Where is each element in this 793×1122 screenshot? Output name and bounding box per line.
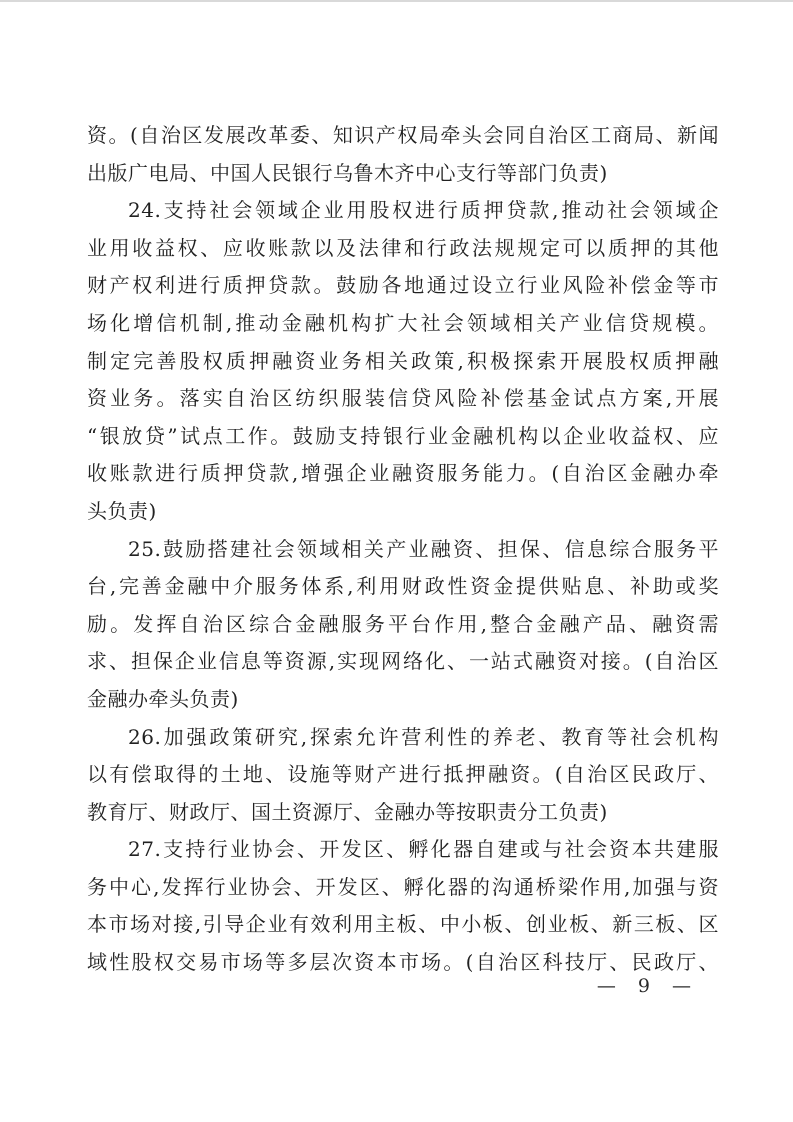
text-line: 求、担保企业信息等资源,实现网络化、一站式融资对接。(自治区 — [87, 649, 719, 674]
scan-edge-line — [0, 0, 793, 2]
text-line: “银放贷”试点工作。鼓励支持银行业金融机构以企业收益权、应 — [87, 423, 719, 448]
text-line: 台,完善金融中介服务体系,利用财政性资金提供贴息、补助或奖 — [87, 574, 719, 599]
page-number: — 9 — — [596, 975, 693, 997]
text-line: 25.鼓励搭建社会领域相关产业融资、担保、信息综合服务平 — [128, 536, 719, 561]
text-line: 教育厅、财政厅、国土资源厅、金融办等按职责分工负责) — [87, 799, 608, 824]
text-line: 域性股权交易市场等多层次资本市场。(自治区科技厅、民政厅、 — [87, 950, 719, 975]
text-line: 以有偿取得的土地、设施等财产进行抵押融资。(自治区民政厅、 — [87, 762, 719, 787]
text-line: 27.支持行业协会、开发区、孵化器自建或与社会资本共建服 — [128, 837, 719, 862]
text-line: 出版广电局、中国人民银行乌鲁木齐中心支行等部门负责) — [87, 160, 608, 185]
text-line: 26.加强政策研究,探索允许营利性的养老、教育等社会机构 — [128, 724, 719, 749]
text-block — [87, 117, 719, 982]
text-line: 业用收益权、应收账款以及法律和行政法规规定可以质押的其他 — [87, 235, 719, 260]
text-line: 24.支持社会领域企业用股权进行质押贷款,推动社会领域企 — [128, 198, 719, 223]
text-line: 收账款进行质押贷款,增强企业融资服务能力。(自治区金融办牵 — [87, 461, 719, 486]
text-line: 金融办牵头负责) — [87, 686, 239, 711]
text-line: 资业务。落实自治区纺织服装信贷风险补偿基金试点方案,开展 — [87, 386, 719, 411]
text-line: 场化增信机制,推动金融机构扩大社会领域相关产业信贷规模。 — [87, 310, 719, 335]
text-line: 励。发挥自治区综合金融服务平台作用,整合金融产品、融资需 — [87, 611, 719, 636]
text-line: 资。(自治区发展改革委、知识产权局牵头会同自治区工商局、新闻 — [87, 123, 719, 147]
text-line: 务中心,发挥行业协会、开发区、孵化器的沟通桥梁作用,加强与资 — [87, 874, 719, 899]
text-line: 头负责) — [87, 498, 157, 523]
text-line: 本市场对接,引导企业有效利用主板、中小板、创业板、新三板、区 — [87, 912, 719, 937]
text-line: 财产权利进行质押贷款。鼓励各地通过设立行业风险补偿金等市 — [87, 273, 719, 298]
text-line: 制定完善股权质押融资业务相关政策,积极探索开展股权质押融 — [87, 348, 719, 373]
